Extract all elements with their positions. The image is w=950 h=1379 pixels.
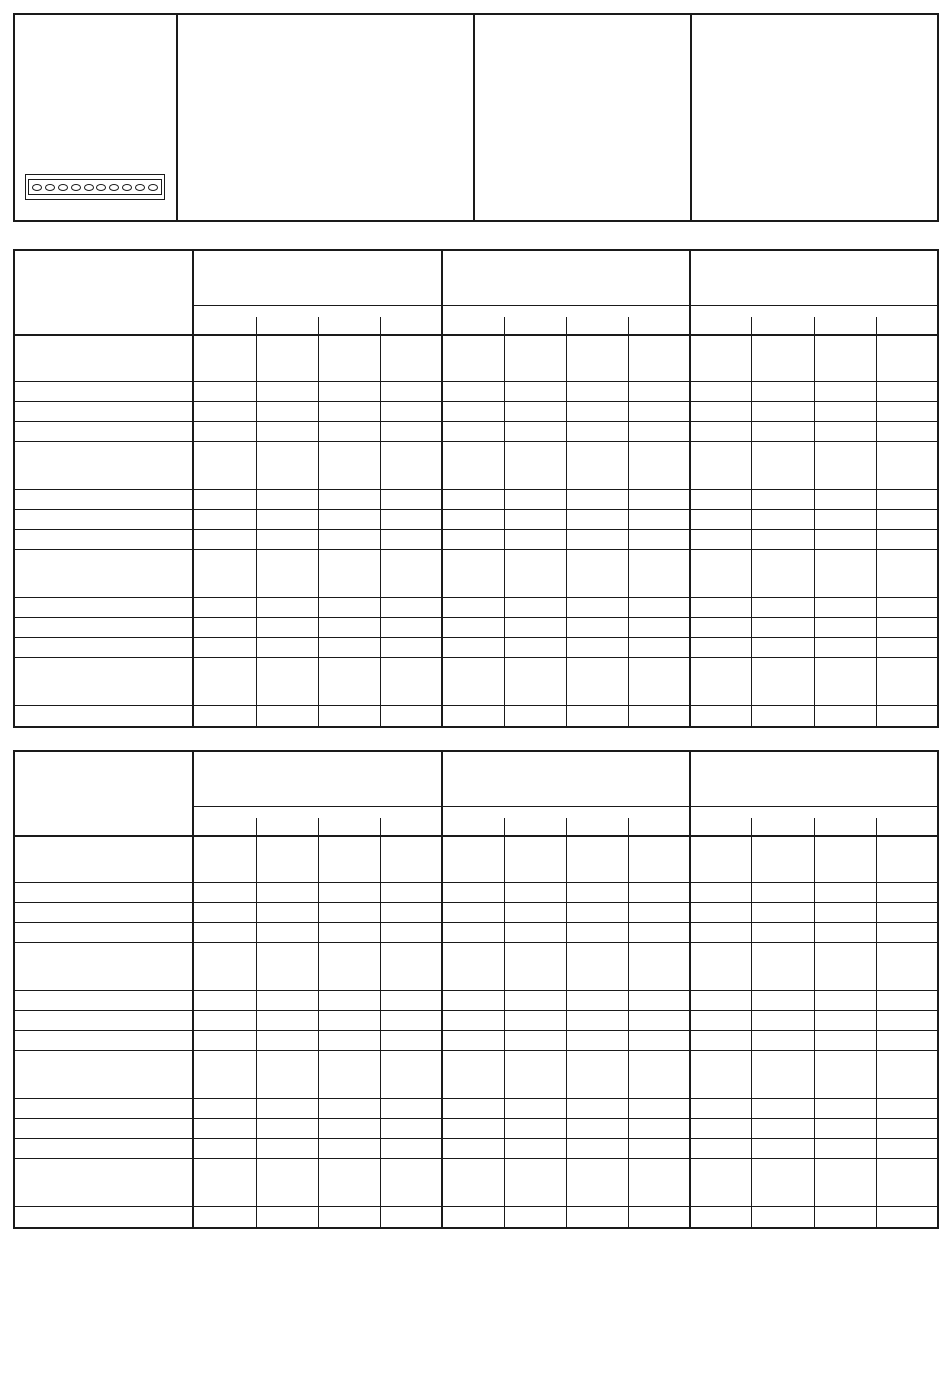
oval-mark xyxy=(84,184,94,191)
row-line xyxy=(13,617,938,618)
row-line xyxy=(13,657,938,658)
row-line xyxy=(13,882,938,883)
sub-column-divider xyxy=(504,317,505,727)
row-line xyxy=(13,401,938,402)
row-line xyxy=(13,529,938,530)
group-divider xyxy=(441,750,443,1228)
row-line xyxy=(13,990,938,991)
sub-column-divider xyxy=(566,317,567,727)
row-line xyxy=(13,549,938,550)
oval-strip xyxy=(25,174,165,200)
row-line xyxy=(13,1030,938,1031)
sub-column-divider xyxy=(628,317,629,727)
row-line xyxy=(13,421,938,422)
oval-mark xyxy=(109,184,119,191)
row-line xyxy=(13,441,938,442)
row-line xyxy=(13,1050,938,1051)
sub-column-divider xyxy=(814,818,815,1228)
sub-column-divider xyxy=(256,317,257,727)
row-line xyxy=(13,1098,938,1099)
row-line xyxy=(13,509,938,510)
sub-column-divider xyxy=(566,818,567,1228)
sub-column-divider xyxy=(876,317,877,727)
header-bottom-line xyxy=(13,835,938,837)
row-line xyxy=(13,381,938,382)
header-divider-3 xyxy=(690,14,692,221)
sub-column-divider xyxy=(504,818,505,1228)
row-line xyxy=(13,1206,938,1207)
row-line xyxy=(13,1010,938,1011)
oval-mark xyxy=(96,184,106,191)
row-line xyxy=(13,1158,938,1159)
row-line xyxy=(13,942,938,943)
oval-mark xyxy=(135,184,145,191)
label-column-divider xyxy=(192,750,194,1228)
oval-mark xyxy=(148,184,158,191)
row-line xyxy=(13,922,938,923)
row-line xyxy=(13,637,938,638)
header-bottom-line xyxy=(13,334,938,336)
sub-column-divider xyxy=(876,818,877,1228)
group-divider xyxy=(689,750,691,1228)
row-line xyxy=(13,1118,938,1119)
sub-column-divider xyxy=(814,317,815,727)
row-line xyxy=(13,902,938,903)
label-column-divider xyxy=(192,249,194,727)
row-line xyxy=(13,597,938,598)
row-line xyxy=(13,1138,938,1139)
group-header-line xyxy=(192,806,938,807)
group-divider xyxy=(441,249,443,727)
sub-column-divider xyxy=(628,818,629,1228)
group-header-line xyxy=(192,305,938,306)
sub-column-divider xyxy=(318,317,319,727)
sub-column-divider xyxy=(256,818,257,1228)
sub-column-divider xyxy=(380,317,381,727)
row-line xyxy=(13,705,938,706)
oval-mark xyxy=(58,184,68,191)
oval-mark xyxy=(122,184,132,191)
row-line xyxy=(13,489,938,490)
sub-column-divider xyxy=(380,818,381,1228)
sub-column-divider xyxy=(751,317,752,727)
oval-mark xyxy=(32,184,42,191)
oval-mark xyxy=(71,184,81,191)
group-divider xyxy=(689,249,691,727)
sub-column-divider xyxy=(318,818,319,1228)
header-divider-2 xyxy=(473,14,475,221)
sub-column-divider xyxy=(751,818,752,1228)
oval-mark xyxy=(45,184,55,191)
header-divider-1 xyxy=(176,14,178,221)
